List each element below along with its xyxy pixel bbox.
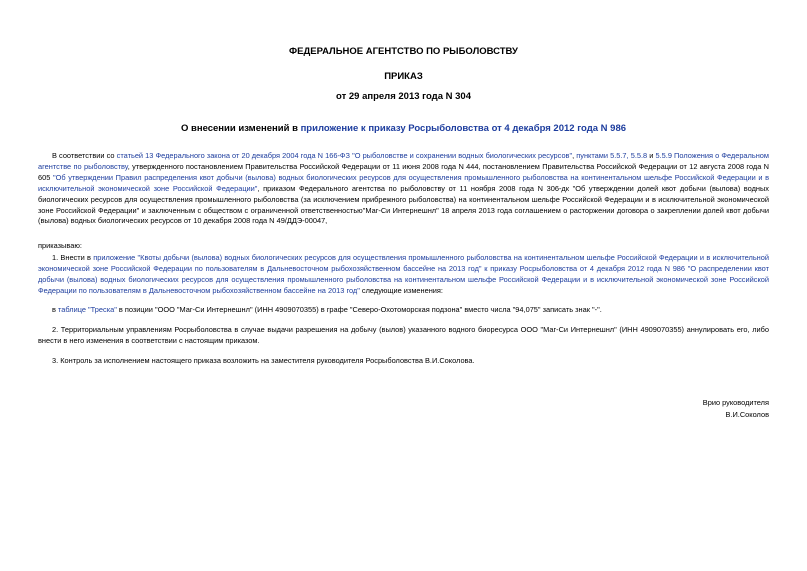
subject-text: О внесении изменений в	[180, 123, 301, 134]
item-2-paragraph: 2. Территориальным управлениям Росрыболовства в случае выдачи разрешения на добычу (вылов) указанного водного биоресурса ООО "Маг-Си Интернешнл" (ИНН 4909070355) аннулировать его, либо внести в него изменения в соответствии с настоящим приказом.	[38, 325, 769, 345]
subject-link[interactable]: приложение к приказу Росрыболовства от 4 декабря 2012 года N 986	[300, 123, 627, 134]
signatory-position: Врио руководителя	[702, 398, 769, 407]
quota-rules-link[interactable]: "Об утверждении Правил распределения квот добычи (вылова) водных биологических ресурсов для осуществления промышленного рыболовства на континентальном шельфе Российской Федерации и в исключительной экономической зоне Российской Федерации"	[38, 172, 770, 193]
document-subject	[0, 123, 807, 134]
order-word: приказываю:	[38, 241, 82, 250]
item-1-text-2: следующие изменения:	[359, 285, 443, 295]
regulation-point-5-5-9-link[interactable]: 5.5.9 Положения о Федеральном агентстве по рыболовству	[38, 151, 769, 171]
document-type: ПРИКАЗ	[384, 71, 423, 82]
appendix-link[interactable]: приложение "Квоты добычи (вылова) водных биологических ресурсов для осуществления промышленного рыболовства на континентальном шельфе Российской Федерации и в исключительной экономической зоне Российской Федерации по пользователям в Дальневосточном рыбохозяйственном бассейне на 2013 год" к приказу Росрыболовства от 4 декабря 2012 года N 986 "О распределении квот добычи (вылова) водных биологических ресурсов для осуществления промышленного рыболовства на континентальном шельфе Российской Федерации и в исключительной экономической зоне Российской Федерации по пользователям в Дальневосточном рыбохозяйственном бассейне на 2013 год"	[38, 253, 769, 295]
item-1-change-text-2: в позиции "ООО "Маг-Си Интернешнл" (ИНН 4909070355) в графе "Северо-Охотоморская подзона" вместо числа "94,075" записать знак "-".	[116, 305, 602, 314]
document-date-number: от 29 апреля 2013 года N 304	[336, 91, 471, 102]
regulation-points-link[interactable]: пунктами 5.5.7, 5.5.8	[576, 151, 648, 160]
item-1-paragraph	[38, 253, 769, 297]
item-1-change-text-1: в	[52, 305, 58, 314]
item-1-text-1: 1. Внести в	[52, 253, 94, 262]
signature-block	[703, 397, 769, 421]
preamble-text-5: , приказом Федерального агентства по рыболовству от 11 ноября 2008 года N 306-дк "Об утверждении долей квот добычи (вылова) водных биологических ресурсов для осуществления промышленного рыболовства (за исключением прибрежного рыболовства) на континентальном шельфе Российской Федерации и в исключительной экономической зоне Российской Федерации" и заключенным с обществом с ограниченной ответственностью"Маг-Си Интернешнл" 18 апреля 2013 года соглашением о расторжении договора о закреплении долей квот добычи (вылова) водных биологических ресурсов от 10 декабря 2008 года N 49/ДДЭ-00047,	[38, 183, 769, 226]
preamble-text-3: и	[647, 151, 656, 160]
law-article-link[interactable]: статьей 13 Федерального закона от 20 декабря 2004 года N 166-ФЗ "О рыболовстве и сохранении водных биологических ресурсов"	[116, 151, 573, 160]
preamble-text-1: В соответствии со	[52, 151, 117, 160]
agency-name: ФЕДЕРАЛЬНОЕ АГЕНТСТВО ПО РЫБОЛОВСТВУ	[289, 46, 518, 57]
item-3-paragraph: 3. Контроль за исполнением настоящего приказа возложить на заместителя руководителя Росрыболовства В.И.Соколова.	[52, 356, 475, 365]
preamble-text-4: , утвержденного постановлением Правительства Российской Федерации от 11 июня 2008 года N 444, постановлением Правительства Российской Федерации от 12 августа 2008 года N 605	[38, 161, 770, 182]
signatory-name: В.И.Соколов	[725, 410, 769, 419]
table-treska-link[interactable]: таблице "Треска"	[57, 305, 117, 314]
item-1-change-paragraph	[38, 305, 769, 316]
preamble-text-2: ,	[572, 151, 577, 160]
preamble-paragraph	[38, 151, 769, 227]
